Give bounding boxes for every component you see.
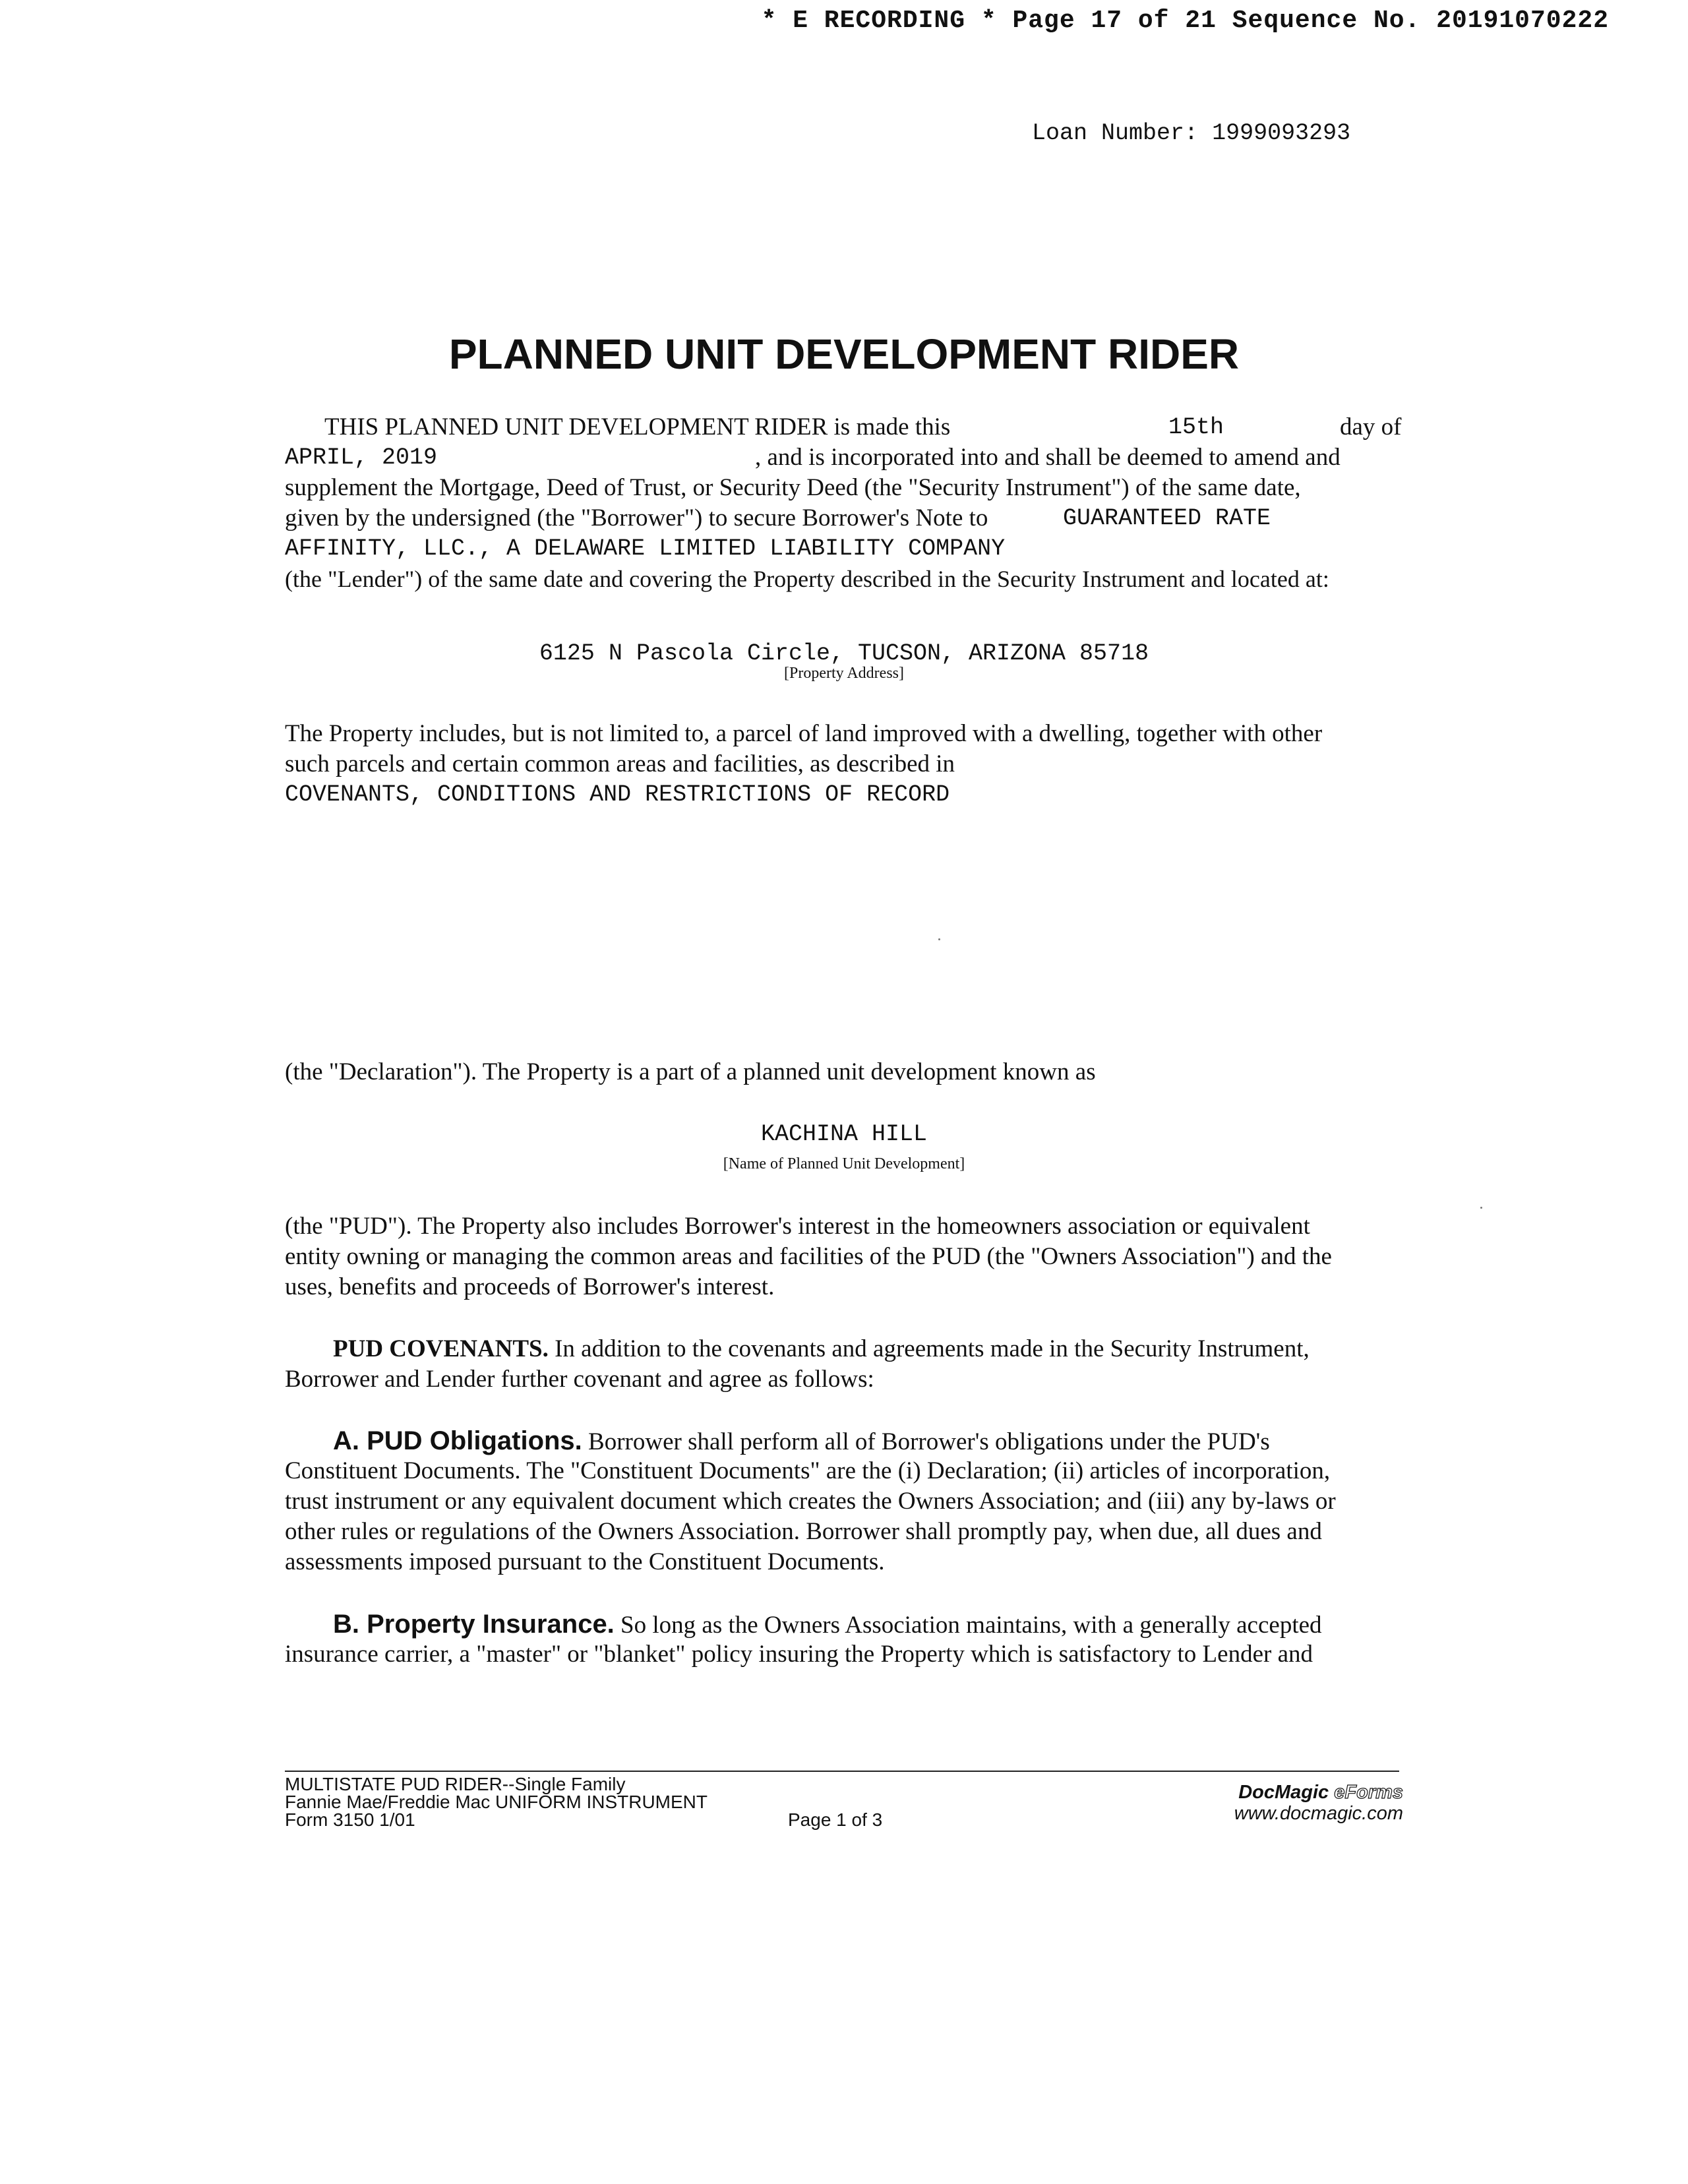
property-para-line-1: The Property includes, but is not limited to, a parcel of land improved with a dwelling, together with other	[285, 720, 1323, 747]
covenants-heading: PUD COVENANTS.	[333, 1335, 549, 1362]
footer-form-line-2: Fannie Mae/Freddie Mac UNIFORM INSTRUMENT	[285, 1792, 708, 1812]
lender-name-2: AFFINITY, LLC., A DELAWARE LIMITED LIABILITY COMPANY	[285, 535, 1006, 562]
loan-number-label: Loan Number:	[1032, 120, 1199, 146]
footer-form-line-1: MULTISTATE PUD RIDER--Single Family	[285, 1774, 626, 1794]
pud-para-line-2: entity owning or managing the common areas and facilities of the PUD (the "Owners Association") and the	[285, 1243, 1332, 1270]
property-address-caption: [Property Address]	[784, 665, 904, 682]
section-b-line-2: insurance carrier, a "master" or "blanket" policy insuring the Property which is satisfactory to Lender and	[285, 1641, 1313, 1668]
docmagic-website: www.docmagic.com	[1234, 1803, 1403, 1824]
intro-line-1-a: THIS PLANNED UNIT DEVELOPMENT RIDER is made this	[324, 413, 951, 440]
scan-speck	[1480, 1207, 1482, 1209]
intro-line-4: given by the undersigned (the "Borrower") to secure Borrower's Note to	[285, 504, 988, 531]
section-a-line-2: Constituent Documents. The "Constituent Documents" are the (i) Declaration; (ii) articles of incorporation,	[285, 1457, 1331, 1484]
docmagic-logo: DocMagic	[1238, 1782, 1329, 1803]
property-address: 6125 N Pascola Circle, TUCSON, ARIZONA 85718	[539, 640, 1149, 667]
intro-line-2-b: , and is incorporated into and shall be deemed to amend and	[755, 444, 1341, 471]
pud-name: KACHINA HILL	[760, 1121, 928, 1147]
footer-page-number: Page 1 of 3	[788, 1809, 883, 1830]
section-b-line-1-text: So long as the Owners Association maintains, with a generally accepted	[620, 1612, 1322, 1639]
section-a-heading: A. PUD Obligations.	[333, 1426, 582, 1455]
loan-number-value: 1999093293	[1212, 120, 1351, 146]
section-a-line-3: trust instrument or any equivalent document which creates the Owners Association; and (iii) any by-laws or	[285, 1488, 1336, 1515]
lender-name-1: GUARANTEED RATE	[1063, 505, 1271, 531]
footer-rule	[285, 1771, 1399, 1772]
document-title: PLANNED UNIT DEVELOPMENT RIDER	[448, 330, 1240, 378]
section-a-line-5: assessments imposed pursuant to the Constituent Documents.	[285, 1548, 885, 1575]
rider-month-year: APRIL, 2019	[285, 444, 438, 471]
covenants-line-2: Borrower and Lender further covenant and agree as follows:	[285, 1366, 874, 1393]
recording-header: * E RECORDING * Page 17 of 21 Sequence No. 20191070222	[761, 7, 1609, 35]
rider-day: 15th	[1168, 414, 1224, 440]
section-a-line-4: other rules or regulations of the Owners Association. Borrower shall promptly pay, when due, all dues and	[285, 1518, 1322, 1545]
property-para-line-3: COVENANTS, CONDITIONS AND RESTRICTIONS OF RECORD	[285, 781, 950, 808]
section-b-heading: B. Property Insurance.	[333, 1610, 615, 1639]
declaration-line: (the "Declaration"). The Property is a part of a planned unit development known as	[285, 1058, 1096, 1085]
intro-line-6: (the "Lender") of the same date and covering the Property described in the Security Instrument and located at:	[285, 566, 1329, 592]
pud-name-caption: [Name of Planned Unit Development]	[723, 1155, 965, 1172]
section-a-line-1-text: Borrower shall perform all of Borrower's obligations under the PUD's	[588, 1428, 1270, 1455]
covenants-line-1	[333, 1334, 1310, 1364]
docmagic-brand	[1234, 1782, 1403, 1824]
section-b-line-1	[333, 1609, 1322, 1641]
intro-line-3: supplement the Mortgage, Deed of Trust, or Security Deed (the "Security Instrument") of the same date,	[285, 474, 1301, 501]
section-a-line-1	[333, 1426, 1270, 1457]
property-para-line-2: such parcels and certain common areas and facilities, as described in	[285, 750, 955, 777]
pud-para-line-1: (the "PUD"). The Property also includes Borrower's interest in the homeowners association or equivalent	[285, 1213, 1310, 1240]
loan-number-line	[1032, 120, 1350, 146]
covenants-line-1-text: In addition to the covenants and agreements made in the Security Instrument,	[555, 1335, 1310, 1362]
footer-form-line-3: Form 3150 1/01	[285, 1809, 415, 1830]
intro-line-1-b: day of	[1340, 413, 1402, 440]
scan-speck	[938, 938, 940, 940]
pud-para-line-3: uses, benefits and proceeds of Borrower's interest.	[285, 1273, 775, 1300]
eforms-logo: eForms	[1334, 1782, 1403, 1803]
